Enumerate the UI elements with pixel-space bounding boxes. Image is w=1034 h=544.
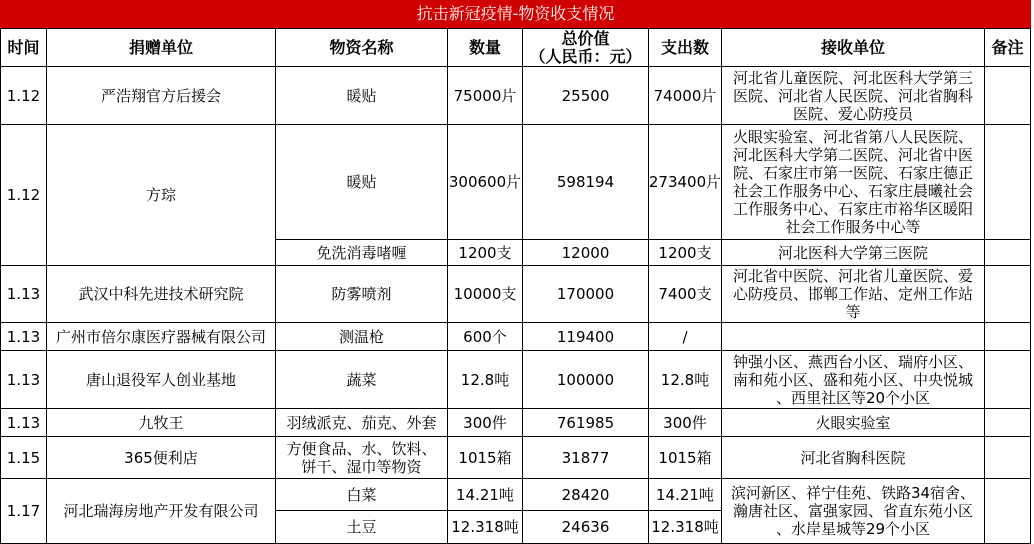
recipient-line: 河北省中医院、河北省儿童医院、爱 [732,267,973,285]
donor-cell[interactable]: 严浩翔官方后援会 [47,67,276,125]
spent-cell[interactable]: 74000片 [649,67,722,125]
spent-cell[interactable]: 14.21吨 [649,479,722,511]
item-name-line: 暖贴 [346,86,377,105]
donor-cell[interactable]: 方琮 [47,125,276,266]
remark-cell[interactable] [985,323,1031,351]
time-cell[interactable]: 1.15 [1,437,47,479]
total-value-cell[interactable]: 24636 [523,511,649,544]
remark-cell[interactable] [985,351,1031,409]
total-value-cell[interactable]: 119400 [523,323,649,351]
recipient-line: 等 [845,303,861,321]
item-name-line: 蔬菜 [346,370,377,389]
recipient-line: 院、石家庄市第一医院、石家庄德正 [732,164,973,182]
sheet-title[interactable]: 抗击新冠疫情-物资收支情况 [0,0,1031,28]
recipient-cell[interactable] [722,67,985,125]
spent-cell[interactable]: 300件 [649,409,722,437]
recipient-line: 、水岸星城等29个小区 [775,520,931,538]
item-name-line: 防雾喷剂 [331,285,392,303]
item-name-cell[interactable] [276,67,448,125]
recipient-cell[interactable] [722,125,985,240]
item-name-cell[interactable] [276,323,448,351]
total-value-cell[interactable]: 31877 [523,437,649,479]
recipient-line: 、西里社区等20个小区 [775,388,931,407]
recipient-line: 医院、爱心防疫员 [792,104,913,123]
time-cell[interactable]: 1.13 [1,351,47,409]
item-name-cell[interactable] [276,351,448,409]
quantity-cell[interactable]: 300件 [448,409,523,437]
recipient-cell[interactable] [722,437,985,479]
donation-table [0,28,1031,544]
recipient-line: 南和苑小区、盛和苑小区、中央悦城 [732,370,973,389]
spent-cell[interactable]: 12.8吨 [649,351,722,409]
quantity-cell[interactable]: 1200支 [448,240,523,266]
spent-cell[interactable]: 273400片 [649,125,722,240]
header-recipient[interactable]: 接收单位 [722,29,985,67]
time-cell[interactable]: 1.13 [1,409,47,437]
recipient-line: 钟强小区、燕西台小区、瑞府小区、 [732,352,973,371]
header-total-value-line: 总价值 [561,29,610,48]
recipient-line: 河北省胸科医院 [800,448,906,467]
total-value-cell[interactable]: 100000 [523,351,649,409]
recipient-cell[interactable] [722,409,985,437]
recipient-line: 火眼实验室、河北省第八人民医院、 [732,128,973,146]
recipient-line: 社会工作服务中心、石家庄晨曦社会 [732,182,973,200]
time-cell[interactable]: 1.13 [1,266,47,323]
time-cell[interactable]: 1.12 [1,125,47,266]
header-donor[interactable]: 捐赠单位 [47,29,276,67]
quantity-cell[interactable]: 300600片 [448,125,523,240]
recipient-line: 瀚唐社区、富强家园、省直东苑小区 [732,502,973,520]
recipient-line: 河北医科大学第三医院 [777,243,928,262]
time-cell[interactable]: 1.12 [1,67,47,125]
spent-cell[interactable]: 7400支 [649,266,722,323]
total-value-cell[interactable]: 761985 [523,409,649,437]
recipient-line: 火眼实验室 [815,413,891,432]
total-value-cell[interactable]: 170000 [523,266,649,323]
spent-cell[interactable]: 1015箱 [649,437,722,479]
donor-cell[interactable]: 武汉中科先进技术研究院 [47,266,276,323]
recipient-line: 社会工作服务中心等 [785,218,921,236]
donor-cell[interactable]: 九牧王 [47,409,276,437]
recipient-cell[interactable] [722,323,985,351]
remark-cell[interactable] [985,125,1031,240]
recipient-cell[interactable] [722,240,985,266]
item-name-line: 羽绒派克、茄克、外套 [286,413,437,432]
header-spent[interactable]: 支出数 [649,29,722,67]
item-name-cell[interactable] [276,479,448,511]
header-quantity[interactable]: 数量 [448,29,523,67]
spent-cell[interactable]: 12.318吨 [649,511,722,544]
header-time[interactable]: 时间 [1,29,47,67]
quantity-cell[interactable]: 14.21吨 [448,479,523,511]
recipient-cell[interactable] [722,266,985,323]
donor-cell[interactable]: 河北瑞海房地产开发有限公司 [47,479,276,544]
recipient-line: 河北医科大学第二医院、河北省中医 [732,146,973,164]
item-name-cell[interactable] [276,266,448,323]
quantity-cell[interactable]: 1015箱 [448,437,523,479]
item-name-line: 方便食品、水、饮料、 [286,439,437,458]
recipient-line: 医院、河北省人民医院、河北省胸科 [732,86,973,105]
remark-cell[interactable] [985,266,1031,323]
spent-cell[interactable]: / [649,323,722,351]
time-cell[interactable]: 1.17 [1,479,47,544]
remark-cell[interactable] [985,437,1031,479]
total-value-cell[interactable]: 28420 [523,479,649,511]
item-name-cell[interactable] [276,437,448,479]
item-name-cell[interactable] [276,240,448,266]
item-name-line: 暖贴 [346,173,377,191]
quantity-cell[interactable]: 600个 [448,323,523,351]
header-total-value-unit: （人民币：元） [529,46,642,66]
recipient-line: 滨河新区、祥宁佳苑、铁路34宿舍、 [730,484,976,502]
quantity-cell[interactable]: 12.318吨 [448,511,523,544]
item-name-line: 测温枪 [338,327,384,346]
item-name-cell[interactable] [276,125,448,240]
quantity-cell[interactable]: 75000片 [448,67,523,125]
quantity-cell[interactable]: 10000支 [448,266,523,323]
item-name-line: 土豆 [346,518,377,536]
header-item-name[interactable]: 物资名称 [276,29,448,67]
item-name-cell[interactable] [276,511,448,544]
recipient-line: 河北省儿童医院、河北医科大学第三 [732,68,973,87]
donor-cell[interactable]: 广州市倍尔康医疗器械有限公司 [47,323,276,351]
recipient-line: 心防疫员、邯郸工作站、定州工作站 [732,285,973,303]
remark-cell[interactable] [985,240,1031,266]
remark-cell[interactable] [985,409,1031,437]
total-value-cell[interactable]: 598194 [523,125,649,240]
donor-cell[interactable]: 365便利店 [47,437,276,479]
header-total-value[interactable] [523,29,649,67]
item-name-line: 饼干、湿巾等物资 [301,457,422,476]
total-value-cell[interactable]: 12000 [523,240,649,266]
total-value-cell[interactable]: 25500 [523,67,649,125]
spent-cell[interactable]: 1200支 [649,240,722,266]
remark-cell[interactable] [985,67,1031,125]
recipient-cell[interactable] [722,351,985,409]
quantity-cell[interactable]: 12.8吨 [448,351,523,409]
item-name-line: 免洗消毒啫喱 [316,243,407,262]
recipient-cell[interactable] [722,479,985,544]
item-name-line: 白菜 [346,485,377,504]
remark-cell[interactable] [985,479,1031,544]
time-cell[interactable]: 1.13 [1,323,47,351]
donor-cell[interactable]: 唐山退役军人创业基地 [47,351,276,409]
recipient-line: 工作服务中心、石家庄市裕华区暖阳 [732,200,973,218]
item-name-cell[interactable] [276,409,448,437]
header-remark[interactable]: 备注 [985,29,1031,67]
